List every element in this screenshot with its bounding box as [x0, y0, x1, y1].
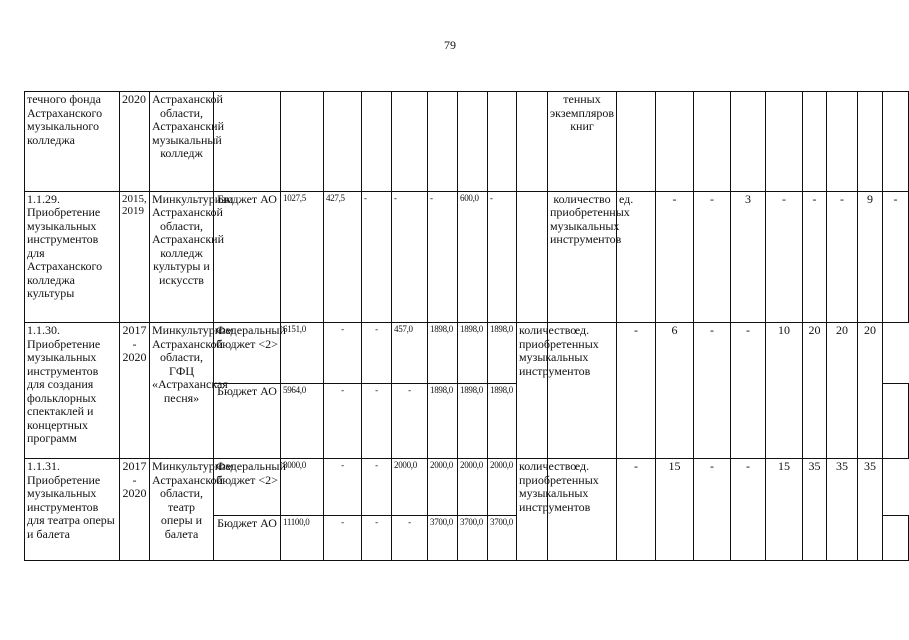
indicator-value — [858, 92, 883, 192]
measure-name: 1.1.29. Приобретение музыкальных инструментов для Астраханского колледжа культуры — [25, 191, 120, 323]
funding-2015: - — [324, 323, 362, 383]
funding-2020: 1898,0 — [488, 323, 517, 383]
indicator-value: - — [766, 191, 803, 323]
indicator-unit: ед. — [548, 459, 617, 561]
funding-2019: 3700,0 — [458, 515, 488, 560]
funding-extra — [517, 191, 548, 323]
measure-executor: Астраханской области, Астраханский музыкальный колледж — [150, 92, 214, 192]
indicator-value: - — [827, 191, 858, 323]
funding-2019 — [458, 92, 488, 192]
funding-extra — [883, 515, 909, 560]
indicator-value: 20 — [858, 323, 883, 459]
measure-years: 2020 — [120, 92, 150, 192]
indicator-value: - — [803, 191, 827, 323]
measure-name: 1.1.31. Приобретение музыкальных инструментов для театра оперы и балета — [25, 459, 120, 561]
funding-total: 8000,0 — [281, 459, 324, 515]
funding-source: Бюджет АО — [214, 383, 281, 458]
indicator-value: - — [694, 323, 731, 459]
funding-source: Федеральный бюджет <2> — [214, 459, 281, 515]
funding-2017: - — [392, 515, 428, 560]
table-row — [25, 459, 909, 515]
funding-total: 1027,5 — [281, 191, 324, 323]
funding-total: 6151,0 — [281, 323, 324, 383]
indicator-value: 15 — [766, 459, 803, 561]
funding-2016 — [362, 92, 392, 192]
indicator-value: - — [617, 459, 656, 561]
funding-2020 — [488, 92, 517, 192]
funding-2018: 3700,0 — [428, 515, 458, 560]
funding-extra — [883, 383, 909, 458]
measure-executor: Минкультуризм Астраханской области, театр оперы и балета — [150, 459, 214, 561]
years-dash: - — [132, 336, 137, 351]
indicator-value — [766, 92, 803, 192]
years-dash: - — [132, 472, 137, 487]
funding-2018 — [428, 92, 458, 192]
indicator-value — [731, 92, 766, 192]
years-start: 2017 — [122, 323, 147, 338]
funding-2017: 457,0 — [392, 323, 428, 383]
years-start: 2017 — [122, 459, 147, 474]
indicator-value: 3 — [731, 191, 766, 323]
funding-2019: 2000,0 — [458, 459, 488, 515]
funding-source — [214, 92, 281, 192]
measure-name: течного фонда Астраханского музыкального колледжа — [25, 92, 120, 192]
measure-executor: Минкультуризм Астраханской области, ГФЦ «Астраханская песня» — [150, 323, 214, 459]
funding-source: Бюджет АО — [214, 515, 281, 560]
indicator-unit: ед. — [548, 323, 617, 459]
indicator-value: - — [731, 459, 766, 561]
funding-2018: 1898,0 — [428, 323, 458, 383]
measure-name: 1.1.30. Приобретение музыкальных инструментов для создания фольклорных спектаклей и концертных программ — [25, 323, 120, 459]
table-row — [25, 191, 909, 323]
funding-2015: 427,5 — [324, 191, 362, 323]
funding-2018: 1898,0 — [428, 383, 458, 458]
indicator-value: - — [617, 323, 656, 459]
funding-2017 — [392, 92, 428, 192]
indicator-value — [827, 92, 858, 192]
funding-2019: 1898,0 — [458, 383, 488, 458]
indicator-unit — [617, 92, 656, 192]
funding-2020: 2000,0 — [488, 459, 517, 515]
funding-total — [281, 92, 324, 192]
indicator-value: 35 — [827, 459, 858, 561]
measure-years-text: 2015, 2019 — [122, 192, 147, 217]
table-row — [25, 323, 909, 383]
funding-2020: 1898,0 — [488, 383, 517, 458]
funding-2016: - — [362, 323, 392, 383]
table-row — [25, 92, 909, 192]
funding-2020: - — [488, 191, 517, 323]
funding-2015: - — [324, 459, 362, 515]
indicator-value — [656, 92, 694, 192]
indicator-value: 9 — [858, 191, 883, 323]
funding-total: 11100,0 — [281, 515, 324, 560]
funding-2019: 1898,0 — [458, 323, 488, 383]
funding-2016: - — [362, 459, 392, 515]
indicator-value: - — [694, 459, 731, 561]
indicator-value: 6 — [656, 323, 694, 459]
funding-2017: - — [392, 191, 428, 323]
measure-years — [120, 191, 150, 323]
indicator-value: - — [656, 191, 694, 323]
funding-2015 — [324, 92, 362, 192]
funding-2016: - — [362, 383, 392, 458]
indicator-value: 35 — [803, 459, 827, 561]
funding-2016: - — [362, 191, 392, 323]
funding-source: Бюджет АО — [214, 191, 281, 323]
measure-years — [120, 323, 150, 459]
indicator-value — [803, 92, 827, 192]
funding-2017: - — [392, 383, 428, 458]
funding-2015: - — [324, 515, 362, 560]
indicator-name: количество приобретенных музыкальных инструментов — [548, 191, 617, 323]
indicator-value: 10 — [766, 323, 803, 459]
indicator-name: тенных экземпляров книг — [548, 92, 617, 192]
indicator-value — [883, 92, 909, 192]
funding-2019: 600,0 — [458, 191, 488, 323]
funding-2015: - — [324, 383, 362, 458]
indicator-value — [694, 92, 731, 192]
indicator-value: 35 — [858, 459, 883, 561]
funding-2018: 2000,0 — [428, 459, 458, 515]
indicator-value: 20 — [827, 323, 858, 459]
years-end: 2020 — [122, 486, 147, 501]
funding-extra — [517, 92, 548, 192]
funding-2018: - — [428, 191, 458, 323]
indicator-name: количество приобретенных музыкальных инструментов — [517, 323, 548, 459]
funding-source: Федеральный бюджет <2> — [214, 323, 281, 383]
years-end: 2020 — [122, 350, 147, 365]
measure-executor: Минкультуризм Астраханской области, Астраханский колледж культуры и искусств — [150, 191, 214, 323]
indicator-value: - — [883, 191, 909, 323]
indicator-value: 15 — [656, 459, 694, 561]
funding-2020: 3700,0 — [488, 515, 517, 560]
page-number: 79 — [444, 38, 456, 52]
indicator-value: - — [694, 191, 731, 323]
indicator-name: количество приобретенных музыкальных инструментов — [517, 459, 548, 561]
funding-2016: - — [362, 515, 392, 560]
indicator-value: 20 — [803, 323, 827, 459]
funding-total: 5964,0 — [281, 383, 324, 458]
indicator-unit: ед. — [617, 191, 656, 323]
funding-2017: 2000,0 — [392, 459, 428, 515]
measure-years — [120, 459, 150, 561]
program-table — [24, 91, 909, 561]
indicator-value: - — [731, 323, 766, 459]
